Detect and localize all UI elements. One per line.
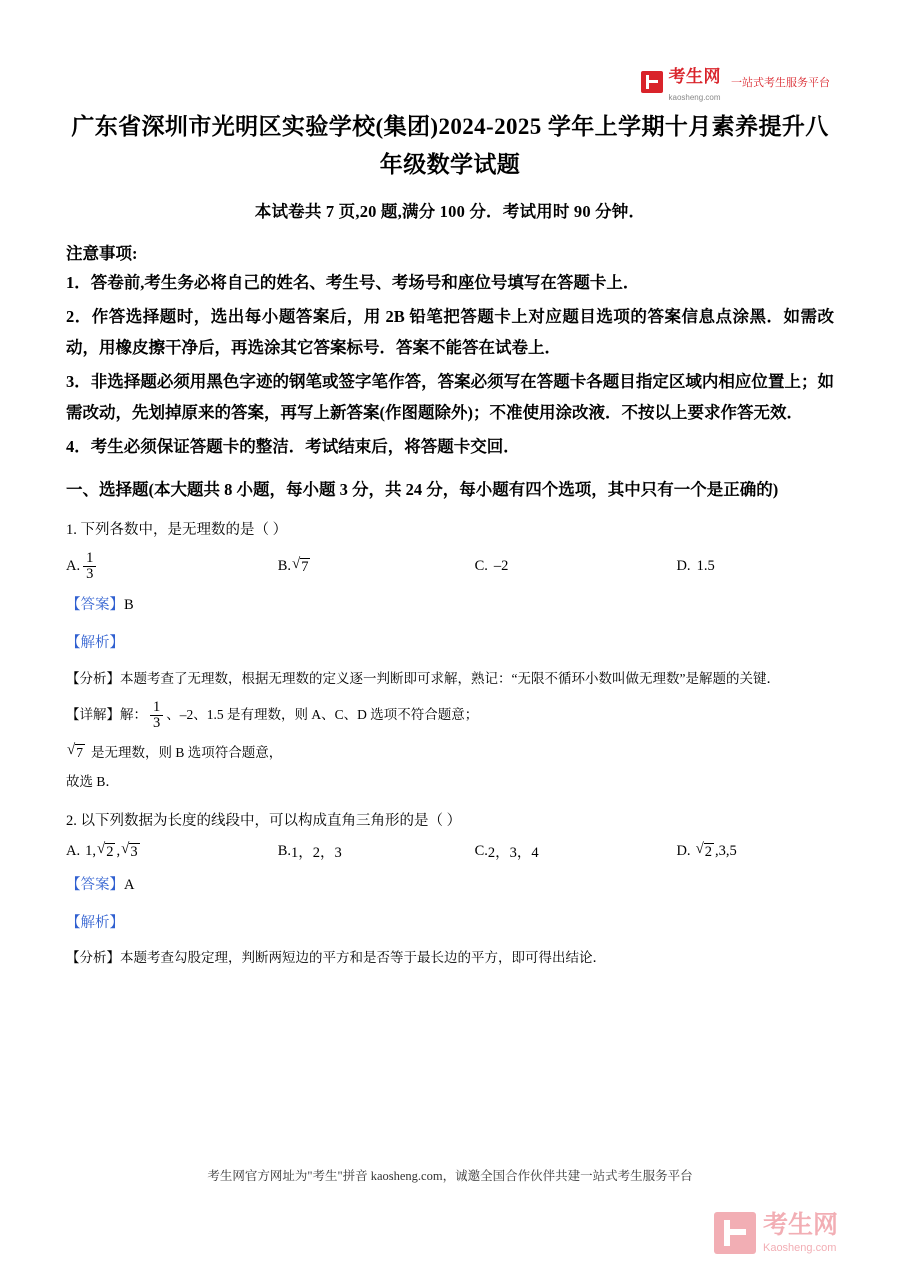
page-title: 广东省深圳市光明区实验学校(集团)2024-2025 学年上学期十月素养提升八年级数学试题 (71, 114, 829, 177)
question-1-conclusion: 故选 B． (66, 774, 119, 790)
question-1-options (66, 551, 834, 582)
question-2-options (66, 841, 834, 862)
question-2-answer (66, 872, 834, 900)
question-1-answer (66, 592, 834, 620)
notice-item-3: 3．非选择题必须用黑色字迹的钢笔或签字笔作答，答案必须写在答题卡各题目指定区域内相应位置上；如需改动，先划掉原来的答案，再写上新答案(作图题除外)；不准使用涂改液．不按以上要求作答无效． (66, 372, 834, 422)
site-logo (641, 62, 831, 102)
option-2-c[interactable] (475, 841, 677, 862)
sqrt-2-d: √ 2 (695, 841, 713, 861)
option-2-b-value: 1，2，3 (290, 845, 342, 862)
question-1-xiangjie (66, 700, 834, 731)
answer-tag: 【答案】 (66, 877, 124, 894)
option-1-c-label: C. (474, 558, 488, 575)
option-2-a-prefix: 1, (85, 843, 96, 860)
answer-tag: 【答案】 (66, 597, 124, 614)
notice-item-1: 1．答卷前,考生务必将自己的姓名、考生号、考场号和座位号填写在答题卡上． (66, 272, 640, 292)
option-1-a[interactable] (66, 551, 278, 582)
fenxi-tag: 【分析】 (66, 670, 120, 686)
sqrt-2: √ 2 (96, 841, 114, 861)
option-2-b-label: B. (277, 843, 291, 860)
logo-pinyin: kaosheng.com (668, 93, 721, 102)
logo-text: 考生网 (668, 67, 721, 86)
question-1-fenxi (66, 666, 834, 692)
option-2-d-suffix: ,3,5 (715, 843, 737, 860)
option-2-b[interactable] (278, 841, 475, 862)
option-1-d[interactable] (676, 558, 834, 575)
question-2-analysis-tag (66, 910, 834, 938)
watermark-mark-icon (714, 1212, 756, 1254)
option-1-a-label: A. (66, 558, 81, 575)
fenxi-tag: 【分析】 (66, 950, 120, 966)
logo-tagline: 一站式考生服务平台 (731, 77, 830, 89)
question-2-stem: 2. 以下列数据为长度的线段中，可以构成直角三角形的是（ ） (66, 812, 462, 829)
question-2-fenxi (66, 945, 834, 971)
xiangjie-line2-text: 是无理数，则 B 选项符合题意， (90, 745, 283, 761)
option-2-a[interactable] (66, 842, 278, 861)
section-heading: 一、选择题(本大题共 8 小题，每小题 3 分，共 24 分，每小题有四个选项，其中只有一个是正确的) (66, 479, 779, 499)
option-1-b-label: B. (277, 558, 291, 575)
xiangjie-mid: 、–2、1.5 是有理数，则 A、C、D 选项不符合题意； (166, 707, 479, 723)
answer-value: A (124, 877, 135, 894)
xiangjie-prefix: 解： (120, 707, 147, 723)
fenxi-text: 本题考查勾股定理，判断两短边的平方和是否等于最长边的平方，即可得出结论． (120, 950, 606, 966)
analysis-tag: 【解析】 (66, 914, 124, 931)
option-1-c-value: –2 (493, 558, 509, 575)
watermark-sub: Kaosheng.com (762, 1241, 837, 1254)
notice-heading: 注意事项: (66, 243, 138, 263)
sqrt-7-detail: √ 7 (67, 741, 83, 760)
question-1-analysis-tag (66, 630, 834, 658)
answer-value: B (124, 597, 134, 614)
option-2-c-value: 2，3，4 (487, 845, 539, 862)
option-2-a-label: A. (66, 843, 81, 860)
analysis-tag: 【解析】 (66, 635, 124, 652)
fraction-one-third-detail: $\frac{1}{3}$ (150, 700, 163, 731)
sqrt-7: √ 7 (291, 556, 309, 576)
question-1-xiangjie-line2 (66, 741, 834, 761)
option-2-d-label: D. (676, 843, 691, 860)
option-1-b[interactable] (278, 557, 475, 576)
option-1-d-value: 1.5 (696, 558, 715, 575)
watermark-logo (714, 1212, 838, 1254)
option-1-c[interactable] (475, 558, 677, 575)
option-1-d-label: D. (676, 558, 691, 575)
notice-item-4: 4．考生必须保证答题卡的整洁．考试结束后，将答题卡交回． (66, 437, 520, 457)
option-2-d[interactable] (676, 842, 834, 861)
fenxi-text: 本题考查了无理数，根据无理数的定义逐一判断即可求解，熟记：“无限不循环小数叫做无理数”是解题的关键． (120, 670, 780, 686)
watermark-text: 考生网 (762, 1210, 838, 1239)
option-2-c-label: C. (474, 843, 488, 860)
xiangjie-tag: 【详解】 (66, 707, 120, 723)
exam-subtitle: 本试卷共 7 页,20 题,满分 100 分．考试用时 90 分钟． (254, 201, 646, 221)
logo-mark-icon (641, 71, 663, 93)
question-1-stem: 1. 下列各数中，是无理数的是（ ） (66, 522, 288, 539)
sqrt-3: √ 3 (121, 841, 138, 861)
footer-note: 考生网官方网址为"考生"拼音 kaosheng.com，诚邀全国合作伙伴共建一站式考生服务平台 (207, 1169, 693, 1183)
option-2-a-mid: , (116, 843, 121, 860)
fraction-one-third: $\frac{1}{3}$ (83, 551, 96, 582)
notice-item-2: 2．作答选择题时，选出每小题答案后，用 2B 铅笔把答题卡上对应题目选项的答案信息点涂黑．如需改动，用橡皮擦干净后，再选涂其它答案标号．答案不能答在试卷上． (66, 307, 834, 357)
